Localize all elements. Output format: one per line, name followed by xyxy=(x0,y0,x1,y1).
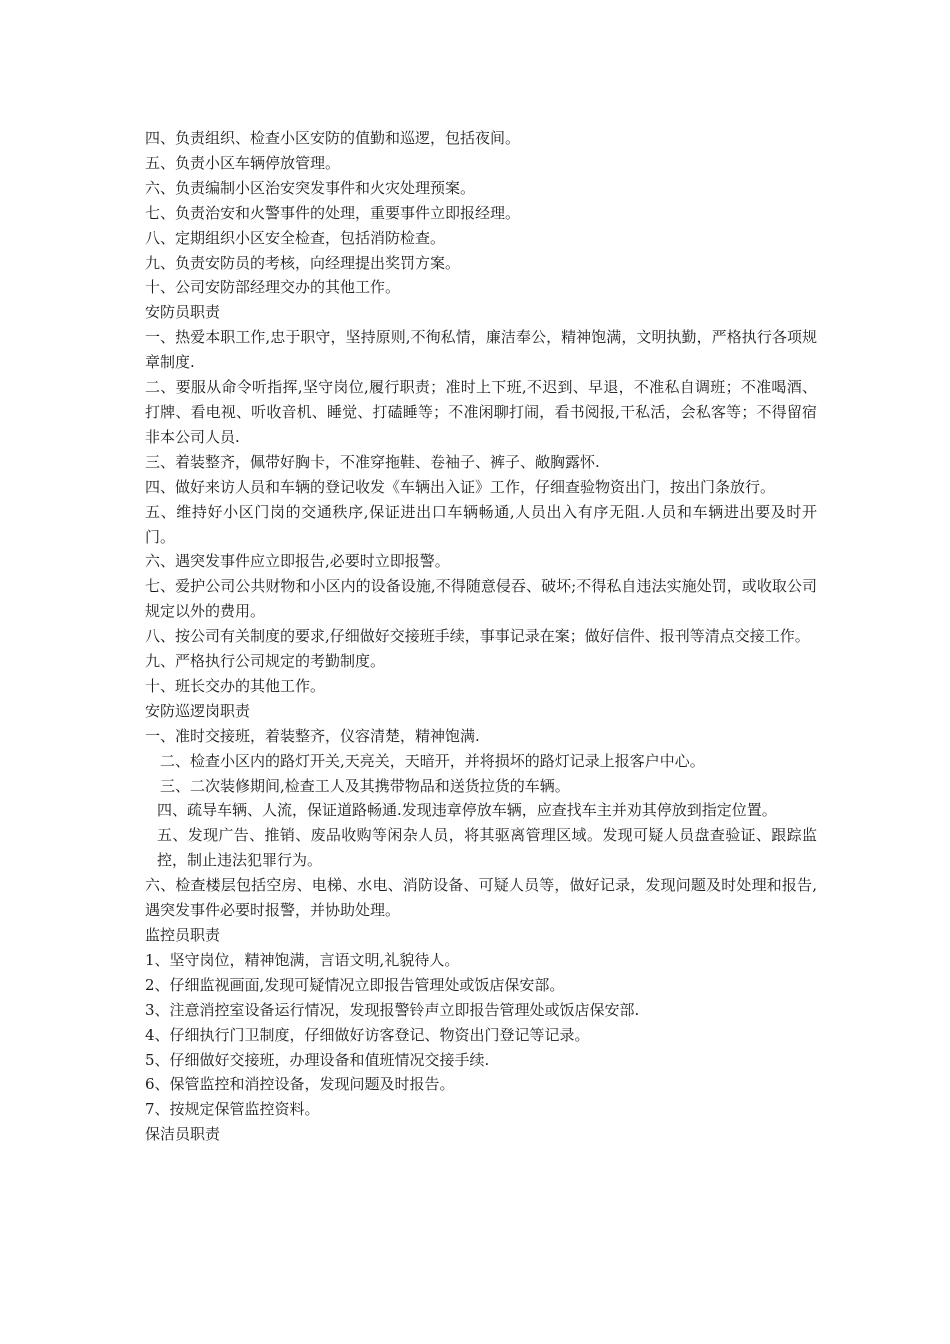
paragraph: 十、公司安防部经理交办的其他工作。 xyxy=(145,278,401,297)
paragraph: 三、二次装修期间,检查工人及其携带物品和送货拉货的车辆。 xyxy=(160,776,570,795)
paragraph: 六、检查楼层包括空房、电梯、水电、消防设备、可疑人员等，做好记录，发现问题及时处理和报告,遇突发事件必要时报警，并协助处理。 xyxy=(145,876,817,920)
paragraph: 七、负责治安和火警事件的处理，重要事件立即报经理。 xyxy=(145,203,521,222)
paragraph: 六、负责编制小区治安突发事件和火灾处理预案。 xyxy=(145,178,476,197)
paragraph: 五、发现广告、推销、废品收购等闲杂人员，将其驱离管理区域。发现可疑人员盘查验证、跟踪监控，制止违法犯罪行为。 xyxy=(157,826,817,870)
document-body xyxy=(145,126,817,1147)
paragraph: 九、严格执行公司规定的考勤制度。 xyxy=(145,652,386,671)
paragraph: 六、遇突发事件应立即报告,必要时立即报警。 xyxy=(145,552,450,571)
paragraph: 四、做好来访人员和车辆的登记收发《车辆出入证》工作，仔细查验物资出门，按出门条放行。 xyxy=(145,477,776,496)
paragraph: 一、热爱本职工作,忠于职守，坚持原则,不徇私情，廉洁奉公，精神饱满，文明执勤，严格执行各项规章制度. xyxy=(145,328,817,372)
paragraph: 五、负责小区车辆停放管理。 xyxy=(145,153,341,172)
paragraph: 一、准时交接班，着装整齐，仪容清楚，精神饱满. xyxy=(145,726,480,745)
paragraph: 四、疏导车辆、人流，保证道路畅通.发现违章停放车辆，应查找车主并劝其停放到指定位置。 xyxy=(157,801,777,820)
paragraph: 八、定期组织小区安全检查，包括消防检查。 xyxy=(145,228,446,247)
paragraph: 5、仔细做好交接班，办理设备和值班情况交接手续. xyxy=(145,1050,490,1069)
paragraph: 3、注意消控室设备运行情况，发现报警铃声立即报告管理处或饭店保安部. xyxy=(145,1000,640,1019)
paragraph: 安防巡逻岗职责 xyxy=(145,701,251,720)
paragraph: 二、检查小区内的路灯开关,天亮关，天暗开，并将损坏的路灯记录上报客户中心。 xyxy=(160,751,705,770)
paragraph: 七、爱护公司公共财物和小区内的设备设施,不得随意侵吞、破坏;不得私自违法实施处罚，或收取公司规定以外的费用。 xyxy=(145,577,817,621)
paragraph: 4、仔细执行门卫制度，仔细做好访客登记、物资出门登记等记录。 xyxy=(145,1025,590,1044)
paragraph: 1、坚守岗位，精神饱满，言语文明,礼貌待人。 xyxy=(145,950,460,969)
paragraph: 四、负责组织、检查小区安防的值勤和巡逻，包括夜间。 xyxy=(145,129,521,147)
paragraph: 监控员职责 xyxy=(145,926,221,944)
paragraph: 二、要服从命令听指挥,坚守岗位,履行职责；准时上下班,不迟到、早退，不准私自调班；不准喝酒、打牌、看电视、听收音机、睡觉、打磕睡等；不准闲聊打闹，看书阅报,干私活，会私客等；不得留宿非本公司人员. xyxy=(145,378,817,446)
paragraph: 6、保管监控和消控设备，发现问题及时报告。 xyxy=(145,1075,455,1094)
paragraph: 九、负责安防员的考核，向经理提出奖罚方案。 xyxy=(145,253,461,272)
paragraph: 三、着装整齐，佩带好胸卡，不准穿拖鞋、卷袖子、裤子、敞胸露怀. xyxy=(145,452,600,471)
paragraph: 八、按公司有关制度的要求,仔细做好交接班手续，事事记录在案；做好信件、报刊等清点交接工作。 xyxy=(145,627,810,646)
paragraph: 7、按规定保管监控资料。 xyxy=(145,1100,320,1119)
paragraph: 保洁员职责 xyxy=(145,1125,221,1144)
paragraph: 安防员职责 xyxy=(145,303,221,322)
paragraph: 十、班长交办的其他工作。 xyxy=(145,676,326,695)
paragraph: 五、维持好小区门岗的交通秩序,保证进出口车辆畅通,人员出入有序无阻.人员和车辆进出要及时开门。 xyxy=(145,502,817,546)
paragraph: 2、仔细监视画面,发现可疑情况立即报告管理处或饭店保安部。 xyxy=(145,975,565,994)
